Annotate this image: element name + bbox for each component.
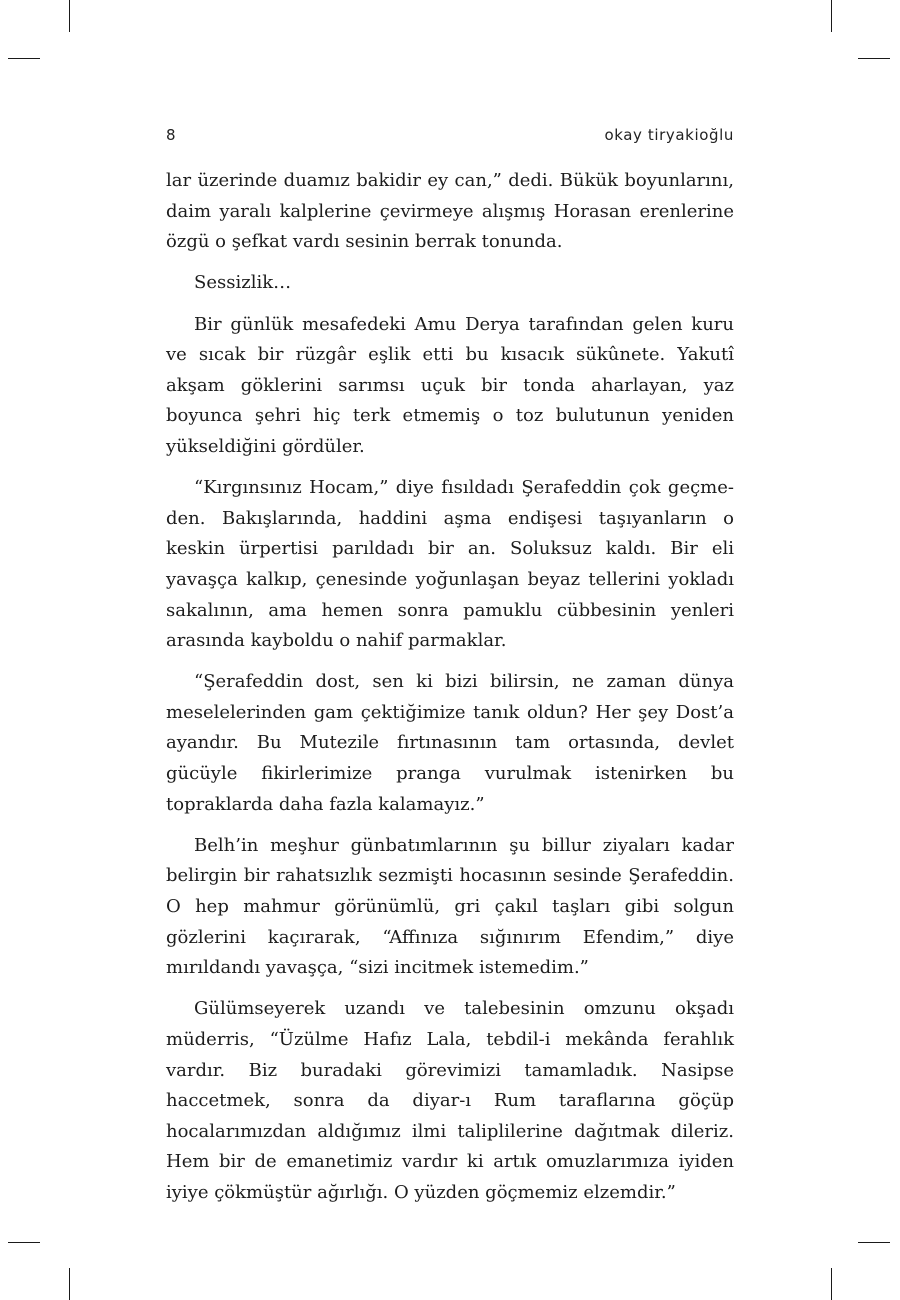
crop-mark-bottom-left-horizontal <box>8 1242 40 1243</box>
crop-mark-bottom-right <box>831 1268 832 1300</box>
paragraph: “Şerafeddin dost, sen ki bizi bilirsin, ne zaman dünya meselelerinden gam çektiğimize tanık oldun? Her şey Dost’a ayandır. Bu Mutezile fırtınasının tam ortasında, devlet gücüyle fikirlerimize pranga vurulmak istenirken bu topraklarda daha fazla kalamayız.” <box>166 671 734 815</box>
paragraph: Gülümseyerek uzandı ve talebesinin omzunu okşadı müderris, “Üzülme Hafız Lala, tebdil-i mekânda ferahlık vardır. Biz buradaki görevimizi tamamladık. Nasipse haccetmek, sonra da diyar-ı Rum taraflarına göçüp hocalarımızdan aldığımız ilmi taliplilerine dağıtmak dileriz. Hem bir de emanetimiz vardır ki artık omuzlarımıza iyiden iyiye çökmüştür ağırlığı. O yüzden göçmemiz elzemdir.” <box>166 998 734 1203</box>
page-header <box>166 126 734 146</box>
crop-mark-top-right <box>831 0 832 32</box>
crop-mark-bottom-left <box>69 1268 70 1300</box>
page-number: 8 <box>166 126 177 144</box>
paragraph: lar üzerinde duamız bakidir ey can,” dedi. Bükük boyunlarını, daim yaralı kalplerine çevirmeye alışmış Horasan erenlerine özgü o şefkat vardı sesinin berrak tonunda. <box>166 170 734 253</box>
paragraph: Bir günlük mesafedeki Amu Derya tarafından gelen kuru ve sıcak bir rüzgâr eşlik etti bu kısacık sükûnete. Yakutî akşam göklerini sarımsı uçuk bir tonda aharlayan, yaz boyunca şehri hiç terk etmemiş o toz bulutunun yeniden yükseldiğini gördüler. <box>166 313 734 457</box>
body-text <box>166 166 734 1219</box>
paragraph: Belh’in meşhur günbatımlarının şu billur ziyaları kadar belirgin bir rahatsızlık sezmişti hocasının sesinde Şerafeddin. O hep mahmur görünümlü, gri çakıl taşları gibi solgun gözlerini kaçırarak, “Affınıza sığınırım Efendim,” diye mırıldandı yavaşça, “sizi incitmek istemedim.” <box>166 834 734 979</box>
paragraph: Sessizlik… <box>194 272 292 294</box>
crop-mark-bottom-right-horizontal <box>858 1242 890 1243</box>
running-head-author: okay tiryakioğlu <box>604 126 734 144</box>
crop-mark-top-right-horizontal <box>858 58 890 59</box>
paragraph: “Kırgınsınız Hocam,” diye fısıldadı Şerafeddin çok geçmeden. Bakışlarında, haddini aşma endişesi taşıyanların o keskin ürpertisi parıldadı bir an. Soluksuz kaldı. Bir eli yavaşça kalkıp, çenesinde yoğunlaşan beyaz tellerini yokladı sakalının, ama hemen sonra pamuklu cübbesinin yenleri arasında kayboldu o nahif parmaklar. <box>166 477 734 652</box>
crop-mark-top-left-horizontal <box>8 58 40 59</box>
crop-mark-top-left <box>69 0 70 32</box>
